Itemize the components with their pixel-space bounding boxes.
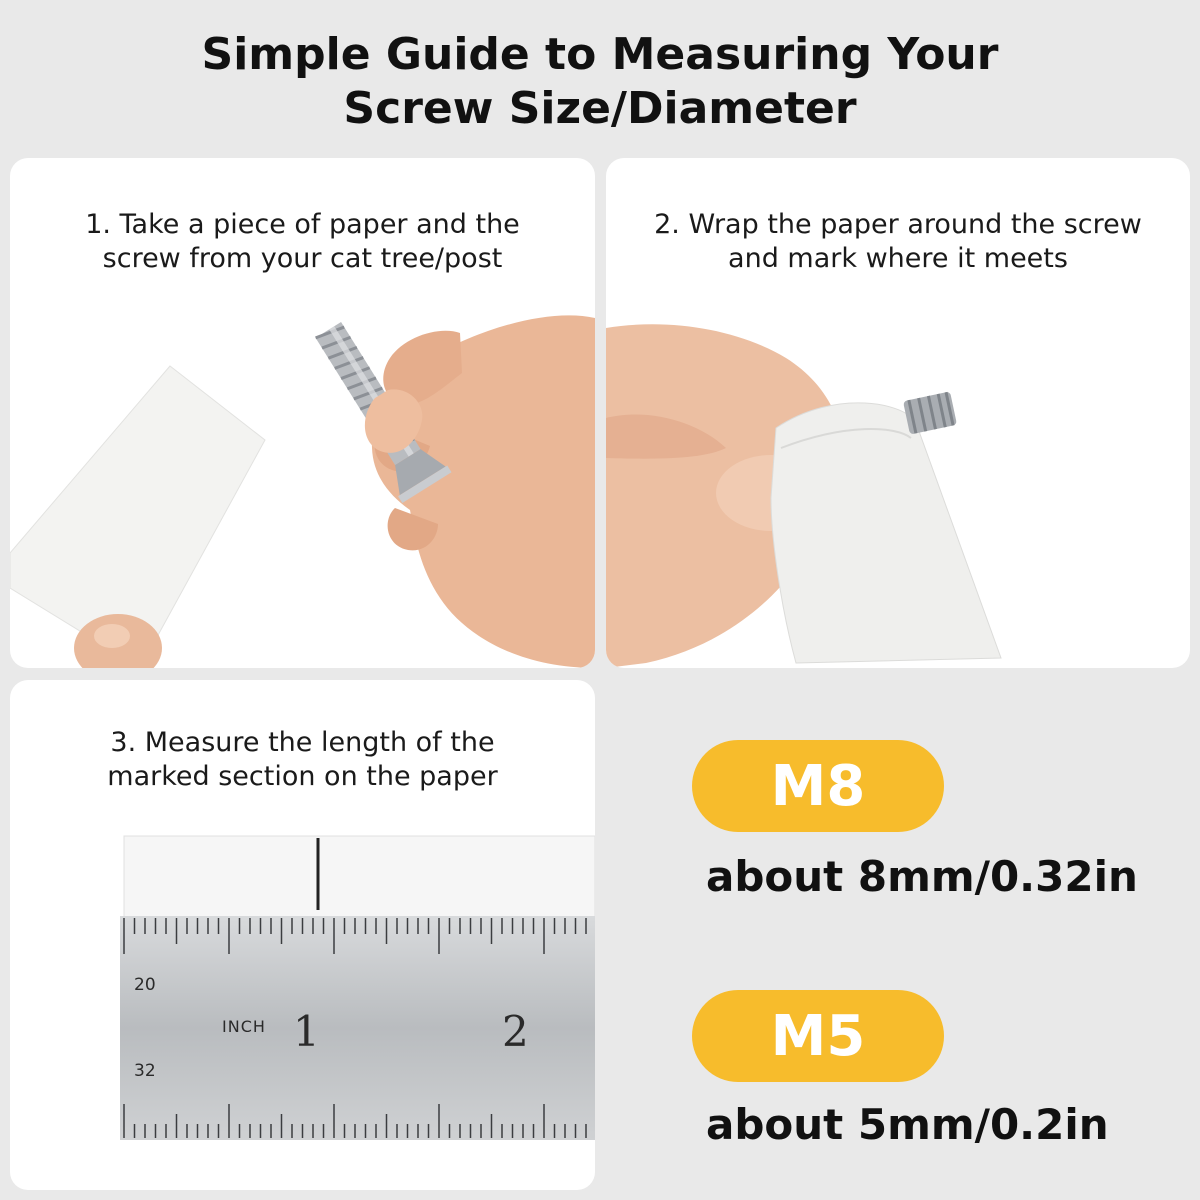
screw-tip [903,391,957,434]
step-1-caption [10,208,595,276]
step-3-caption [10,726,595,794]
step-2-line-2: and mark where it meets [728,243,1068,274]
mm-number-32: 32 [134,1061,156,1081]
inch-unit-label: INCH [222,1017,266,1036]
step-2-caption [606,208,1190,276]
step-3-line-2: marked section on the paper [107,761,498,792]
step-1-line-1: 1. Take a piece of paper and the [85,209,520,240]
step-3-card [10,680,595,1190]
inch-number-2: 2 [502,1007,529,1056]
step-1-line-2: screw from your cat tree/post [102,243,503,274]
step-1-card [10,158,595,668]
m5-badge: M5 [692,990,944,1082]
m8-badge: M8 [692,740,944,832]
m5-description: about 5mm/0.2in [706,1100,1109,1149]
page-title [0,28,1200,136]
step-3-line-1: 3. Measure the length of the [110,727,495,758]
paper-strip [124,836,595,926]
paper-roll [771,403,1001,663]
title-line-2: Screw Size/Diameter [343,83,857,134]
mm-number-20: 20 [134,975,156,995]
step-2-line-1: 2. Wrap the paper around the screw [654,209,1142,240]
title-line-1: Simple Guide to Measuring Your [201,29,999,80]
inch-number-1: 1 [293,1007,320,1056]
m8-description: about 8mm/0.32in [706,852,1138,901]
step-2-card [606,158,1190,668]
